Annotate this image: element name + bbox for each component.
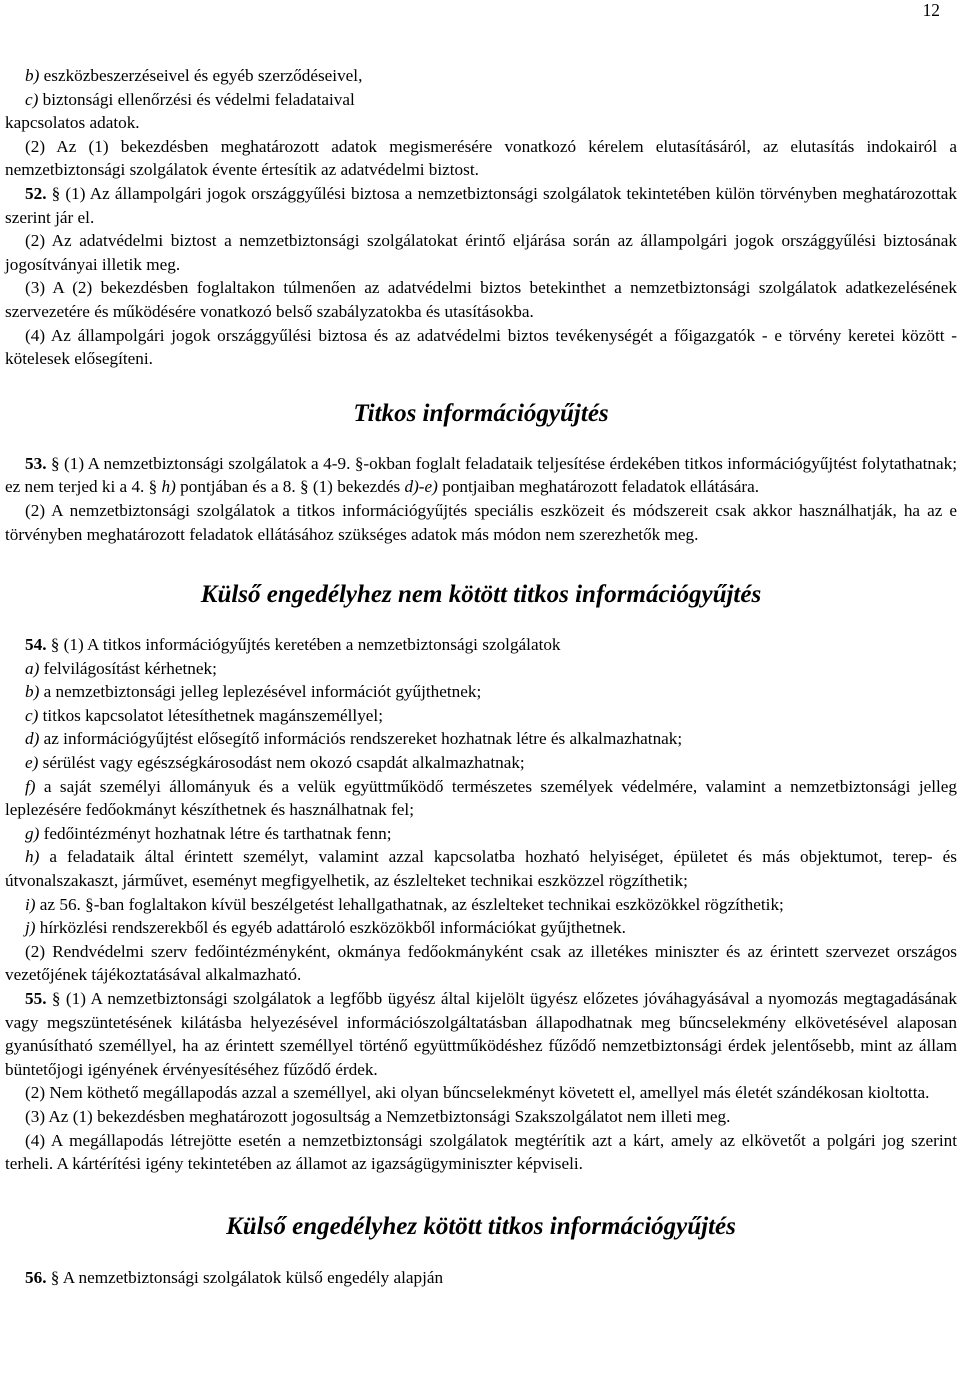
item-mark: c) — [25, 705, 39, 725]
item-text: fedőintézményt hozhatnak létre és tarthatnak fenn; — [39, 823, 392, 843]
paragraph-text: pontjában és a 8. § (1) bekezdés — [175, 477, 405, 497]
list-item — [5, 775, 957, 822]
section-56-intro — [5, 1266, 957, 1290]
section-number: 56. — [25, 1267, 47, 1287]
item-mark: i) — [25, 894, 36, 914]
item-mark: d) — [25, 729, 40, 749]
paragraph-text: § (1) A nemzetbiztonsági szolgálatok a 4-9. §-okban foglalt feladataik teljesítése érdekében titkos információgyűjtést folytathatnak; ez nem terjed ki a 4. § — [5, 453, 957, 497]
item-text: sérülést vagy egészségkárosodást nem okozó csapdát alkalmazhatnak; — [38, 753, 525, 773]
section-52-paragraph-3 — [5, 276, 957, 323]
paragraph-text: (2) A nemzetbiztonsági szolgálatok a titkos információgyűjtés speciális eszközeit és módszereit csak akkor használhatják, ha az e törvényben meghatározott feladatok ellátásához szükséges adatok más módon nem szerezhetők meg. — [5, 500, 957, 544]
list-item — [5, 88, 957, 112]
paragraph-text: (4) Az állampolgári jogok országgyűlési biztosa és az adatvédelmi biztos tevékenységét a főigazgatók - e törvény keretei között - kötelesek elősegíteni. — [5, 325, 957, 369]
item-text: a saját személyi állományuk és a velük együttműködő természetes személyek védelmére, valamint a nemzetbiztonsági jelleg leplezésére fedőokmányt készíthetnek és használhatnak fel; — [5, 776, 957, 820]
paragraph — [5, 111, 957, 135]
section-52-paragraph-1 — [5, 182, 957, 229]
point-ref: h) — [161, 477, 176, 497]
item-text: az 56. §-ban foglaltakon kívül beszélgetést lehallgathatnak, az észlelteket technikai eszközökkel rögzíthetik; — [35, 894, 784, 914]
paragraph-text: kapcsolatos adatok. — [5, 113, 140, 133]
paragraph-text: (3) Az (1) bekezdésben meghatározott jogosultság a Nemzetbiztonsági Szakszolgálatot nem illeti meg. — [25, 1106, 731, 1126]
list-item — [5, 751, 957, 775]
page-number: 12 — [922, 0, 940, 20]
section-number: 54. — [25, 635, 47, 655]
item-text: titkos kapcsolatot létesíthetnek magánszeméllyel; — [38, 705, 383, 725]
document-body — [5, 64, 957, 1289]
list-item — [5, 727, 957, 751]
list-item — [5, 704, 957, 728]
item-mark: f) — [25, 776, 36, 796]
list-item — [5, 845, 957, 892]
item-mark: e) — [25, 753, 39, 773]
section-55-paragraph-1 — [5, 987, 957, 1081]
paragraph-text: (4) A megállapodás létrejötte esetén a nemzetbiztonsági szolgálatok megtérítik azt a kárt, amely az elkövetőt a polgári jog szerint terheli. A kártérítési igény tekintetében az államot az igazságügyminiszter képviseli. — [5, 1130, 957, 1174]
item-text: biztonsági ellenőrzési és védelmi feladataival — [38, 89, 355, 109]
item-mark: b) — [25, 682, 40, 702]
section-55-paragraph-4 — [5, 1129, 957, 1176]
section-number: 53. — [25, 453, 47, 473]
paragraph-text: § A nemzetbiztonsági szolgálatok külső engedély alapján — [46, 1267, 444, 1287]
item-text: eszközbeszerzéseivel és egyéb szerződéseivel, — [39, 66, 363, 85]
section-55-paragraph-3 — [5, 1105, 957, 1129]
list-item — [5, 822, 957, 846]
section-54-intro — [5, 633, 957, 657]
list-item — [5, 657, 957, 681]
section-53-paragraph-2 — [5, 499, 957, 546]
item-mark: g) — [25, 823, 40, 843]
item-text: az információgyűjtést elősegítő információs rendszereket hozhatnak létre és alkalmazhatnak; — [39, 729, 683, 749]
section-number: 55. — [25, 989, 47, 1008]
paragraph-text: § (1) A nemzetbiztonsági szolgálatok a legfőbb ügyész által kijelölt ügyész előzetes jóváhagyásával a nyomozás megtagadásának vagy megszüntetésének kilátásba helyezésével információszolgáltatásban állapodhatnak meg bűncselekmény elkövetésével alaposan gyanúsítható személlyel, ha az érintett személlyel történő együttműködéshez fűződő nemzetbiztonsági érdek jelentősebb, mint az állam büntetőjogi igényének érvényesítéséhez fűződő érdek. — [5, 989, 957, 1079]
paragraph-text: (2) Az adatvédelmi biztost a nemzetbiztonsági szolgálatokat érintő eljárása során az állampolgári jogok országgyűlési biztosának jogosítványai illetik meg. — [5, 231, 957, 274]
list-item — [5, 893, 957, 917]
section-54-paragraph-2 — [5, 940, 957, 987]
item-mark: h) — [25, 847, 40, 867]
paragraph-text: (3) A (2) bekezdésben foglaltakon túlmenően az adatvédelmi biztos betekinthet a nemzetbiztonsági szolgálatok adatkezelésének szervezetére és működésére vonatkozó belső szabályzatokba és utasításokba. — [5, 278, 957, 321]
point-ref: d)-e) — [404, 477, 438, 497]
paragraph — [5, 135, 957, 182]
paragraph-text: (2) Rendvédelmi szerv fedőintézményként, okmánya fedőokmányként csak az illetékes miniszter és az érintett szervezet országos vezetőjének tájékoztatásával alkalmazható. — [5, 941, 957, 985]
list-item — [5, 916, 957, 940]
item-text: hírközlési rendszerekből és egyéb adattároló eszközökből információkat gyűjthetnek. — [35, 918, 626, 938]
item-mark: j) — [25, 918, 36, 938]
item-mark: b) — [25, 66, 40, 85]
item-mark: c) — [25, 89, 39, 109]
section-52-paragraph-4 — [5, 324, 957, 371]
paragraph-text: § (1) A titkos információgyűjtés keretében a nemzetbiztonsági szolgálatok — [46, 635, 561, 655]
section-53-paragraph-1 — [5, 452, 957, 499]
heading-titkos-informaciogyujtes: Titkos információgyűjtés — [353, 399, 609, 427]
heading-kulso-engedelyhez-nem-kotott: Külső engedélyhez nem kötött titkos információgyűjtés — [200, 581, 762, 609]
list-item — [5, 64, 957, 88]
heading-kulso-engedelyhez-kotott: Külső engedélyhez kötött titkos információgyűjtés — [226, 1212, 736, 1240]
section-55-paragraph-2 — [5, 1081, 957, 1105]
paragraph-text: (2) Nem köthető megállapodás azzal a személlyel, aki olyan bűncselekményt követett el, amellyel más életét szándékosan kioltotta. — [25, 1083, 930, 1103]
item-text: a nemzetbiztonsági jelleg leplezésével információt gyűjthetnek; — [39, 682, 482, 702]
paragraph-text: pontjaiban meghatározott feladatok ellátására. — [437, 477, 760, 497]
item-text: felvilágosítást kérhetnek; — [39, 658, 217, 678]
item-mark: a) — [25, 658, 40, 678]
paragraph-text: (2) Az (1) bekezdésben meghatározott adatok megismerésére vonatkozó kérelem elutasításáról, az elutasítás indokairól a nemzetbiztonsági szolgálatok évente értesítik az adatvédelmi biztost. — [5, 136, 957, 180]
section-number: 52. — [25, 183, 47, 203]
item-text: a feladataik által érintett személyt, valamint azzal kapcsolatba hozható helyiséget, épületet és más objektumot, terep- és útvonalszakaszt, járművet, eseményt megfigyelhetik, az észlelteket technikai eszközzel rögzíthetik; — [5, 847, 957, 891]
section-52-paragraph-2 — [5, 229, 957, 276]
list-item — [5, 680, 957, 704]
paragraph-text: § (1) Az állampolgári jogok országgyűlési biztosa a nemzetbiztonsági szolgálatok tekintetében külön törvényben meghatározottak szerint jár el. — [5, 183, 957, 227]
